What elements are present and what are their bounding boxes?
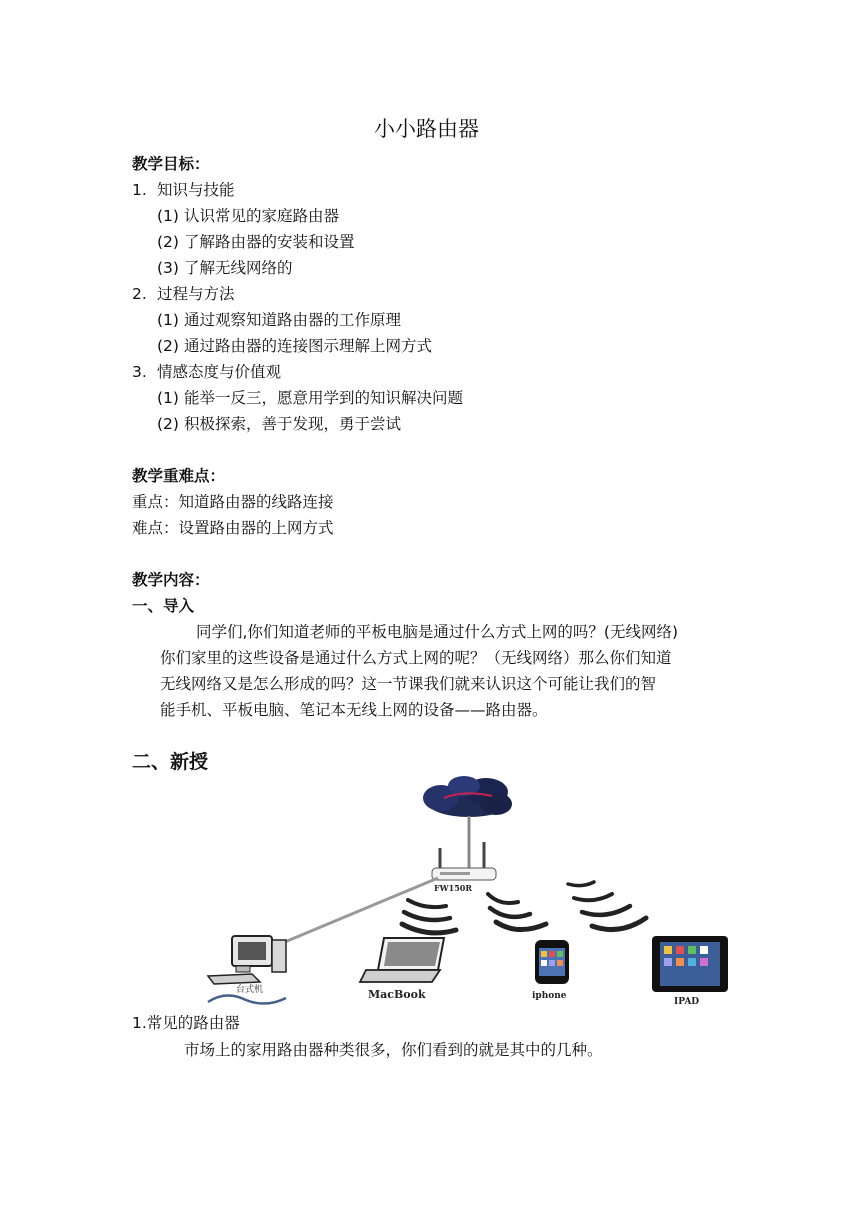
intro-paragraph — [160, 619, 740, 723]
tablet-label: IPAD — [674, 997, 700, 1007]
desktop-decoration-icon — [208, 995, 286, 1003]
key-point-text: 重点：知道路由器的线路连接 — [132, 493, 334, 511]
internet-cloud-icon — [423, 776, 512, 817]
objective-1-2-number: (2) — [157, 233, 179, 251]
intro-line-3: 无线网络又是怎么形成的吗？这一节课我们就来认识这个可能让我们的智 — [160, 675, 657, 693]
router-icon — [432, 842, 496, 880]
laptop-icon — [360, 938, 444, 982]
section-intro-heading: 一、导入 — [132, 597, 195, 615]
objective-1-2-text: 了解路由器的安装和设置 — [184, 233, 355, 251]
objective-2-number: 2. — [132, 285, 147, 303]
objective-2-2-number: (2) — [157, 337, 179, 355]
objective-1-3-text: 了解无线网络的 — [184, 259, 293, 277]
objective-3-2-number: (2) — [157, 415, 179, 433]
key-points-heading: 教学重难点： — [132, 467, 226, 485]
objectives-heading: 教学目标： — [132, 155, 210, 173]
content-heading: 教学内容： — [132, 571, 210, 589]
desktop-computer-icon — [208, 936, 286, 984]
objective-1-number: 1. — [132, 181, 147, 199]
objective-2-1-text: 通过观察知道路由器的工作原理 — [184, 311, 402, 329]
phone-label: iphone — [532, 991, 567, 1001]
objective-1-1-number: (1) — [157, 207, 179, 225]
router-label: FW150R — [434, 883, 473, 893]
page-title: 小小路由器 — [374, 117, 479, 141]
objective-3-1-number: (1) — [157, 389, 179, 407]
tablet-icon — [652, 936, 728, 992]
objective-2-2-text: 通过路由器的连接图示理解上网方式 — [184, 337, 433, 355]
objective-3-1-text: 能举一反三，愿意用学到的知识解决问题 — [184, 389, 464, 407]
intro-line-4: 能手机、平板电脑、笔记本无线上网的设备——路由器。 — [160, 701, 548, 719]
objective-2-label: 过程与方法 — [157, 285, 235, 303]
desktop-label: 台式机 — [236, 984, 264, 994]
objective-3-number: 3. — [132, 363, 147, 381]
subsection-common-routers-heading: 1.常见的路由器 — [132, 1014, 240, 1032]
section-new-heading: 二、新授 — [132, 751, 209, 773]
objective-3-2-text: 积极探索，善于发现，勇于尝试 — [184, 415, 402, 433]
subsection-common-routers-text: 市场上的家用路由器种类很多，你们看到的就是其中的几种。 — [184, 1041, 603, 1059]
intro-line-2: 你们家里的这些设备是通过什么方式上网的呢？（无线网络）那么你们知道 — [160, 649, 672, 667]
ethernet-cable — [280, 878, 438, 944]
intro-line-1: 同学们,你们知道老师的平板电脑是通过什么方式上网的吗？(无线网络) — [196, 623, 679, 641]
objective-3-label: 情感态度与价值观 — [157, 363, 282, 381]
difficulty-text: 难点：设置路由器的上网方式 — [132, 519, 334, 537]
laptop-label: MacBook — [368, 988, 426, 1001]
router-network-diagram — [196, 776, 746, 1010]
objective-1-label: 知识与技能 — [157, 181, 235, 199]
smartphone-icon — [535, 940, 569, 984]
objective-2-1-number: (1) — [157, 311, 179, 329]
objective-1-3-number: (3) — [157, 259, 179, 277]
objective-1-1-text: 认识常见的家庭路由器 — [184, 207, 340, 225]
